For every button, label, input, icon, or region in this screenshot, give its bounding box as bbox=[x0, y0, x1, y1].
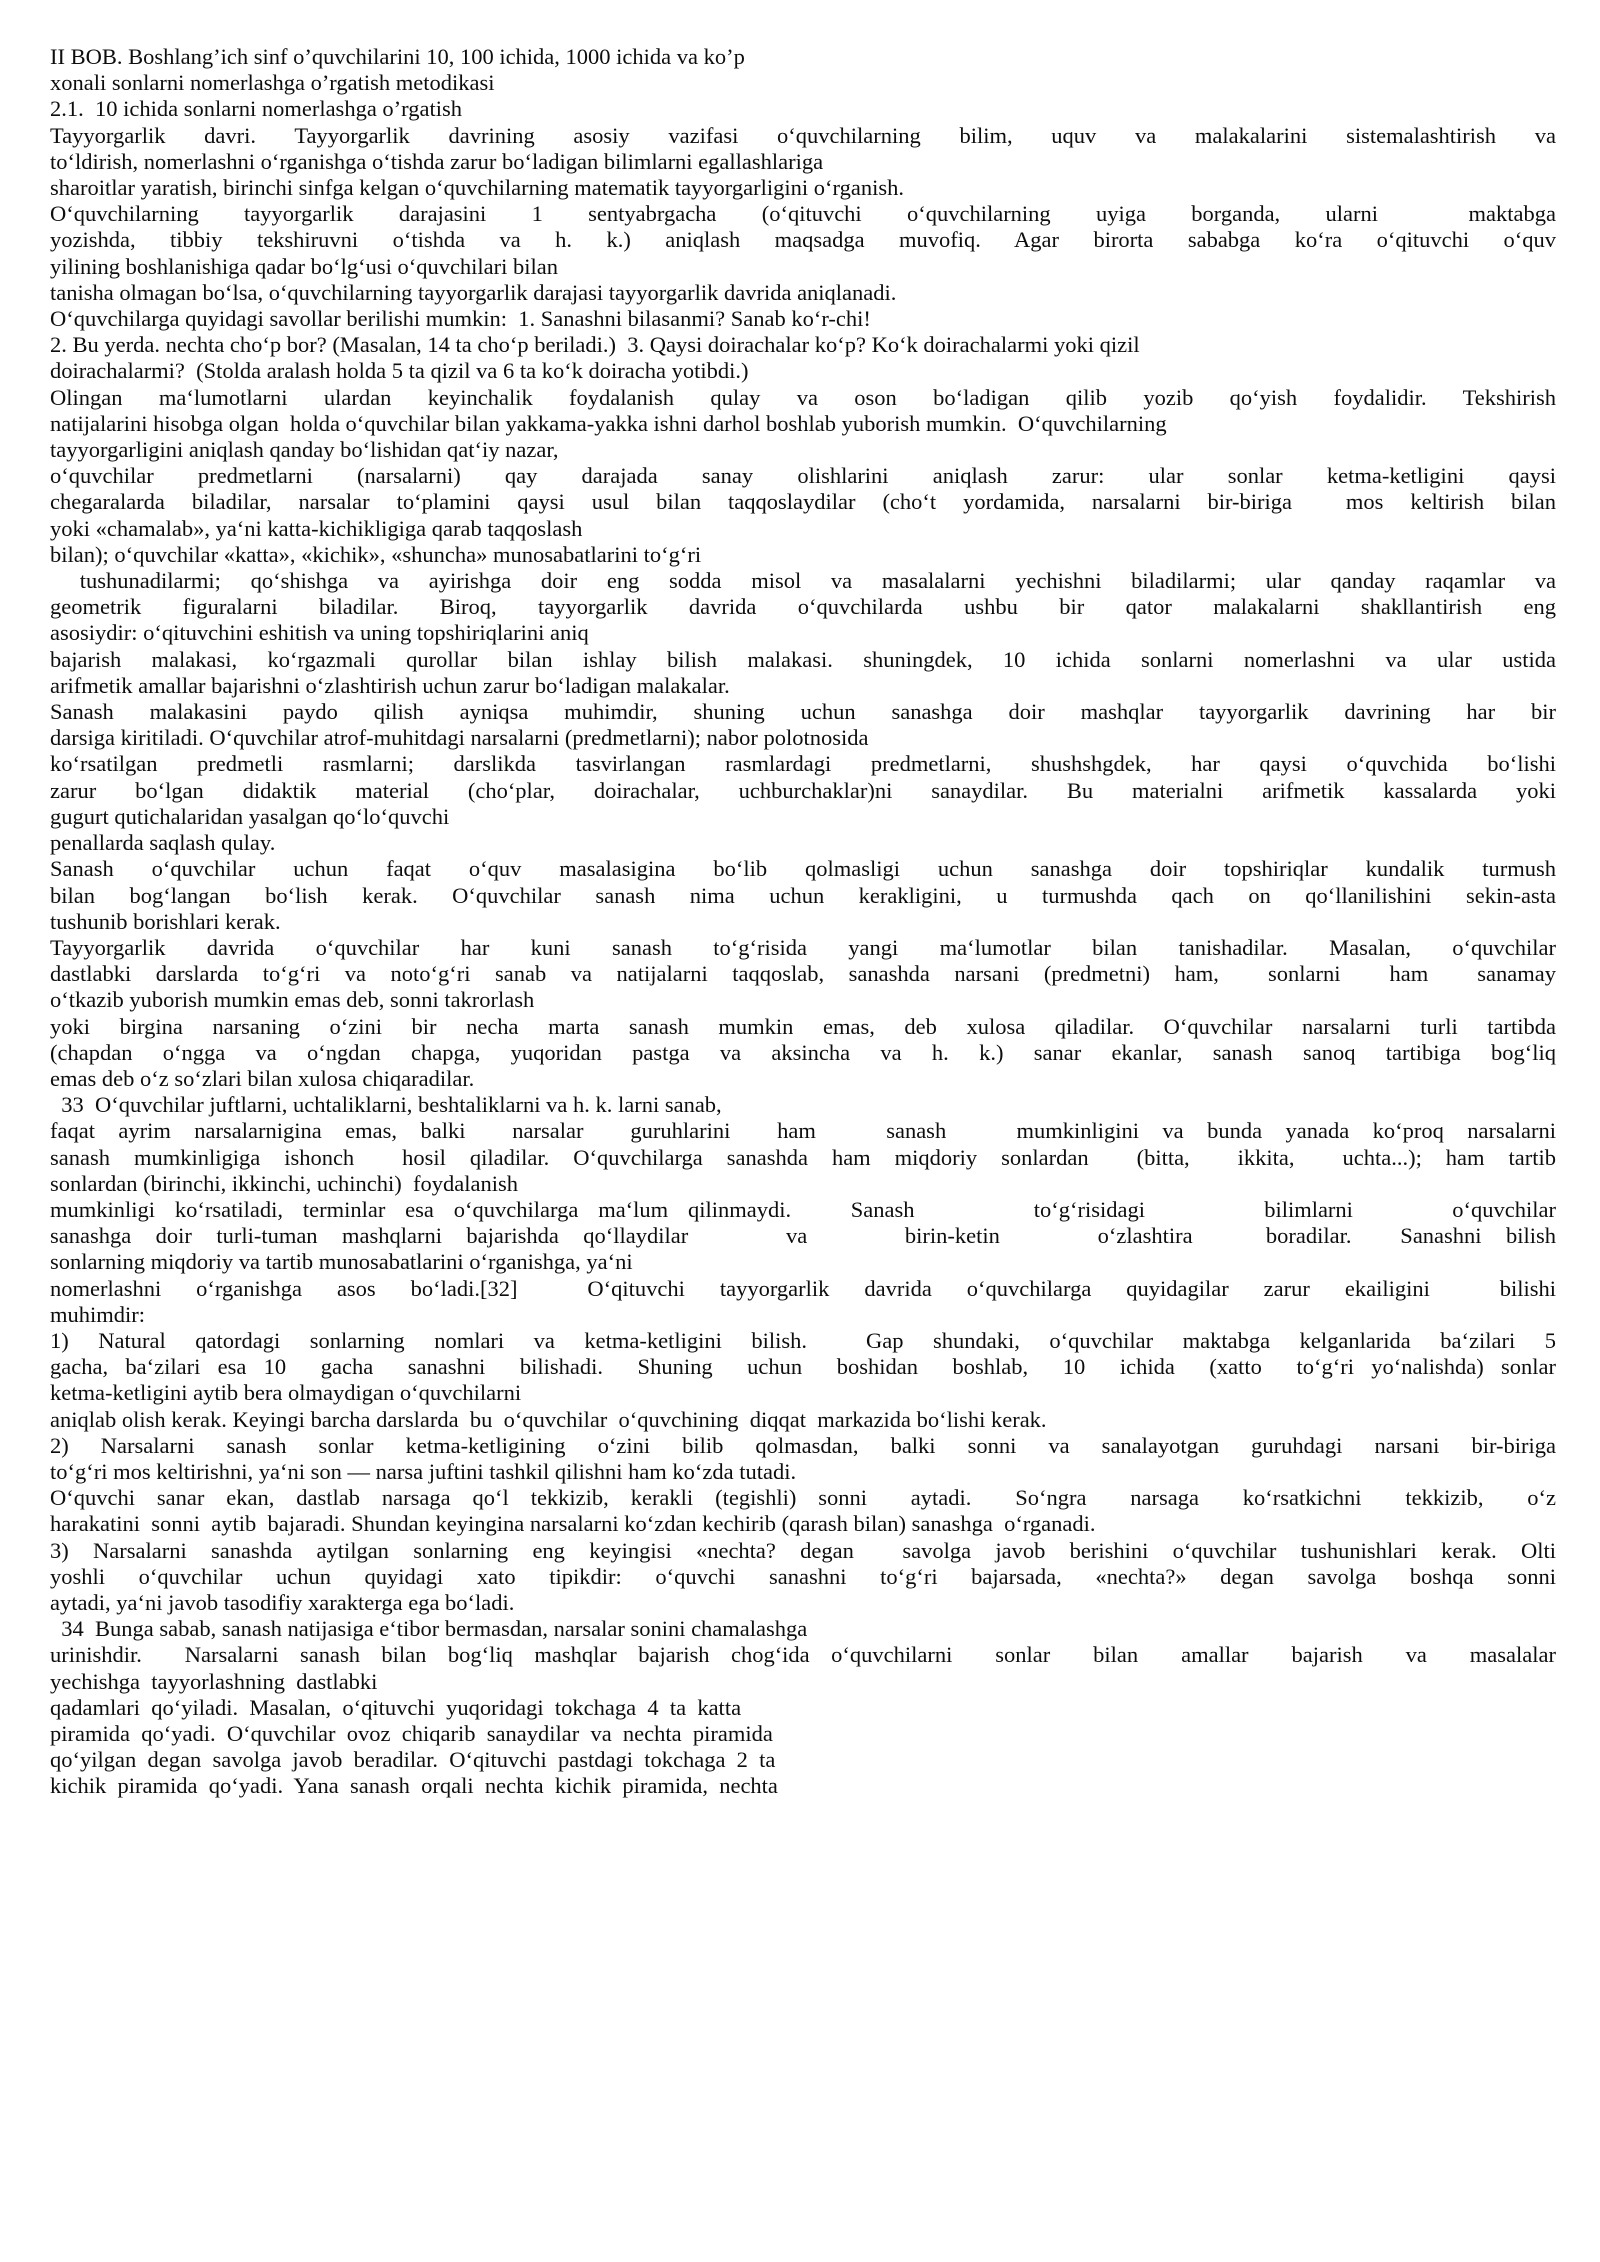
text-line: oʻtkazib yuborish mumkin emas deb, sonni takrorlash bbox=[50, 987, 535, 1013]
text-line: urinishdir. Narsalarni sanash bilan bogʻliq mashqlar bajarish chogʻida oʻquvchilarni sonlar bilan amallar bajarish va masalalar bbox=[50, 1642, 1556, 1668]
text-line: aytadi, yaʻni javob tasodifiy xarakterga ega boʻladi. bbox=[50, 1589, 515, 1615]
text-line: koʻrsatilgan predmetli rasmlarni; darslikda tasvirlangan rasmlardagi predmetlarni, shushshgdek, har qaysi oʻquvchida boʻlishi bbox=[50, 751, 1556, 777]
text-line: chegaralarda biladilar, narsalar toʻplamini qaysi usul bilan taqqoslaydilar (choʻt yordamida, narsalarni bir-biriga mos keltirish bilan bbox=[50, 489, 1556, 515]
text-line: qadamlari qoʻyiladi. Masalan, oʻqituvchi yuqoridagi tokchaga 4 ta katta bbox=[50, 1694, 742, 1720]
text-line: sonlarning miqdoriy va tartib munosabatlarini oʻrganishga, yaʻni bbox=[50, 1249, 633, 1275]
text-line: Oʻquvchi sanar ekan, dastlab narsaga qoʻl tekkizib, kerakli (tegishli) sonni aytadi. Soʻngra narsaga koʻrsatkichni tekkizib, oʻz bbox=[50, 1485, 1556, 1511]
text-line: Tayyorgarlik davri. Tayyorgarlik davrining asosiy vazifasi oʻquvchilarning bilim, uquv va malakalarini sistemalashtirish va bbox=[50, 122, 1556, 148]
text-line: piramida qoʻyadi. Oʻquvchilar ovoz chiqarib sanaydilar va nechta piramida bbox=[50, 1721, 773, 1746]
text-line: kichik piramida qoʻyadi. Yana sanash orqali nechta kichik piramida, nechta bbox=[50, 1773, 778, 1799]
text-line: natijalarini hisobga olgan holda oʻquvchilar bilan yakkama-yakka ishni darhol boshlab yuborish mumkin. Oʻquvchilarning bbox=[50, 410, 1167, 436]
text-line: mumkinligi koʻrsatiladi, terminlar esa oʻquvchilarga maʻlum qilinmaydi. Sanash toʻgʻrisidagi bilimlarni oʻquvchilar bbox=[50, 1196, 1556, 1222]
text-line: yoshli oʻquvchilar uchun quyidagi xato tipikdir: oʻquvchi sanashni toʻgʻri bajarsada, «nechta?» degan savolga boshqa sonni bbox=[50, 1563, 1556, 1589]
text-line: muhimdir: bbox=[50, 1301, 145, 1327]
text-line: doirachalarmi? (Stolda aralash holda 5 ta qizil va 6 ta koʻk doiracha yotibdi.) bbox=[50, 358, 749, 384]
text-line: (chapdan oʻngga va oʻngdan chapga, yuqoridan pastga va aksincha va h. k.) sanar ekanlar, sanash sanoq tartibiga bogʻliq bbox=[50, 1039, 1556, 1065]
text-line: bilan); oʻquvchilar «katta», «kichik», «shuncha» munosabatlarini toʻgʻri bbox=[50, 541, 702, 567]
text-line: tushunadilarmi; qoʻshishga va ayirishga doir eng sodda misol va masalalarni yechishni biladilarmi; ular qanday raqamlar va bbox=[50, 568, 1557, 594]
document-text-body bbox=[50, 44, 1556, 1800]
text-line: sanash mumkinligiga ishonch hosil qiladilar. Oʻquvchilarga sanashda ham miqdoriy sonlardan (bitta, ikkita, uchta...); ham tartib bbox=[50, 1144, 1556, 1170]
text-line: 1) Natural qatordagi sonlarning nomlari va ketma-ketligini bilish. Gap shundaki, oʻquvchilar maktabga kelganlarida baʻzilari 5 bbox=[50, 1327, 1556, 1353]
text-line: bajarish malakasi, koʻrgazmali qurollar bilan ishlay bilish malakasi. shuningdek, 10 ichida sonlarni nomerlashni va ular ustida bbox=[50, 646, 1556, 672]
text-line: yoki «chamalab», yaʻni katta-kichikligiga qarab taqqoslash bbox=[50, 515, 583, 541]
text-line: penallarda saqlash qulay. bbox=[50, 830, 276, 856]
text-line: Olingan maʻlumotlarni ulardan keyinchalik foydalanish qulay va oson boʻladigan qilib yozib qoʻyish foydalidir. Tekshirish bbox=[50, 384, 1556, 410]
text-line: geometrik figuralarni biladilar. Biroq, tayyorgarlik davrida oʻquvchilarda ushbu bir qator malakalarni shakllantirish eng bbox=[50, 594, 1556, 620]
text-line: darsiga kiritiladi. Oʻquvchilar atrof-muhitdagi narsalarni (predmetlarni); nabor polotnosida bbox=[50, 725, 869, 751]
text-line: gacha, baʻzilari esa 10 gacha sanashni bilishadi. Shuning uchun boshidan boshlab, 10 ichida (xatto toʻgʻri yoʻnalishda) sonlar bbox=[50, 1354, 1556, 1380]
text-line: arifmetik amallar bajarishni oʻzlashtirish uchun zarur boʻladigan malakalar. bbox=[50, 672, 730, 698]
text-line: yilining boshlanishiga qadar boʻlgʻusi oʻquvchilari bilan bbox=[50, 253, 559, 279]
text-line: 2. Bu yerda. nechta choʻp bor? (Masalan, 14 ta choʻp beriladi.) 3. Qaysi doirachalar koʻp? Koʻk doirachalarmi yoki qizil bbox=[50, 332, 1140, 358]
text-line: 2) Narsalarni sanash sonlar ketma-ketligining oʻzini bilib qolmasdan, balki sonni va sanalayotgan guruhdagi narsani bir-biriga bbox=[50, 1432, 1556, 1458]
text-line: 33 Oʻquvchilar juftlarni, uchtaliklarni, beshtaliklarni va h. k. larni sanab, bbox=[50, 1092, 722, 1118]
text-line: Tayyorgarlik davrida oʻquvchilar har kuni sanash toʻgʻrisida yangi maʻlumotlar bilan tanishadilar. Masalan, oʻquvchilar bbox=[50, 934, 1556, 960]
text-line: oʻquvchilar predmetlarni (narsalarni) qay darajada sanay olishlarini aniqlash zarur: ular sonlar ketma-ketligini qaysi bbox=[50, 463, 1556, 489]
text-line: sharoitlar yaratish, birinchi sinfga kelgan oʻquvchilarning matematik tayyorgarligini oʻrganish. bbox=[50, 175, 904, 201]
text-line: 2.1. 10 ichida sonlarni nomerlashga o’rgatish bbox=[50, 96, 462, 122]
text-line: emas deb oʻz soʻzlari bilan xulosa chiqaradilar. bbox=[50, 1065, 475, 1091]
text-line: sanashga doir turli-tuman mashqlarni bajarishda qoʻllaydilar va birin-ketin oʻzlashtira boradilar. Sanashni bilish bbox=[50, 1223, 1556, 1249]
text-line: sonlardan (birinchi, ikkinchi, uchinchi) foydalanish bbox=[50, 1170, 519, 1196]
text-line: tanisha olmagan boʻlsa, oʻquvchilarning tayyorgarlik darajasi tayyorgarlik davrida aniqlanadi. bbox=[50, 279, 897, 305]
text-line: Oʻquvchilarga quyidagi savollar berilishi mumkin: 1. Sanashni bilasanmi? Sanab koʻr-chi! bbox=[50, 306, 871, 332]
text-line: dastlabki darslarda toʻgʻri va notoʻgʻri sanab va natijalarni taqqoslab, sanashda narsani (predmetni) ham, sonlarni ham sanamay bbox=[50, 961, 1556, 987]
text-line: toʻgʻri mos keltirishni, yaʻni son — narsa juftini tashkil qilishni ham koʻzda tutadi. bbox=[50, 1458, 797, 1484]
text-line: asosiydir: oʻqituvchini eshitish va uning topshiriqlarini aniq bbox=[50, 620, 589, 646]
text-line: harakatini sonni aytib bajaradi. Shundan keyingina narsalarni koʻzdan kechirib (qarash bilan) sanashga oʻrganadi. bbox=[50, 1511, 1096, 1537]
text-line: zarur boʻlgan didaktik material (choʻplar, doirachalar, uchburchaklar)ni sanaydilar. Bu materialni arifmetik kassalarda yoki bbox=[50, 777, 1556, 803]
text-line: II BOB. Boshlang’ich sinf o’quvchilarini 10, 100 ichida, 1000 ichida va ko’p bbox=[50, 44, 745, 69]
text-line: faqat ayrim narsalarnigina emas, balki narsalar guruhlarini ham sanash mumkinligini va bunda yanada koʻproq narsalarni bbox=[50, 1118, 1556, 1144]
text-line: nomerlashni oʻrganishga asos boʻladi.[32] Oʻqituvchi tayyorgarlik davrida oʻquvchilarga quyidagilar zarur ekailigini bilishi bbox=[50, 1275, 1556, 1301]
text-line: xonali sonlarni nomerlashga o’rgatish metodikasi bbox=[50, 70, 495, 96]
text-line: gugurt qutichalaridan yasalgan qoʻloʻquvchi bbox=[50, 803, 450, 829]
text-line: Oʻquvchilarning tayyorgarlik darajasini 1 sentyabrgacha (oʻqituvchi oʻquvchilarning uyiga borganda, ularni maktabga bbox=[50, 201, 1556, 227]
text-line: 34 Bunga sabab, sanash natijasiga eʻtibor bermasdan, narsalar sonini chamalashga bbox=[50, 1616, 808, 1642]
text-line: yoki birgina narsaning oʻzini bir necha marta sanash mumkin emas, deb xulosa qiladilar. Oʻquvchilar narsalarni turli tartibda bbox=[50, 1013, 1556, 1039]
text-line: yozishda, tibbiy tekshiruvni oʻtishda va h. k.) aniqlash maqsadga muvofiq. Agar birorta sababga koʻra oʻqituvchi oʻquv bbox=[50, 227, 1556, 253]
text-line: toʻldirish, nomerlashni oʻrganishga oʻtishda zarur boʻladigan bilimlarni egallashlariga bbox=[50, 148, 824, 174]
text-line: Sanash malakasini paydo qilish ayniqsa muhimdir, shuning uchun sanashga doir mashqlar tayyorgarlik davrining har bir bbox=[50, 699, 1556, 725]
text-line: yechishga tayyorlashning dastlabki bbox=[50, 1668, 378, 1694]
text-line: qoʻyilgan degan savolga javob beradilar. Oʻqituvchi pastdagi tokchaga 2 ta bbox=[50, 1747, 776, 1773]
text-line: ketma-ketligini aytib bera olmaydigan oʻquvchilarni bbox=[50, 1380, 522, 1406]
text-line: tayyorgarligini aniqlash qanday boʻlishidan qatʻiy nazar, bbox=[50, 437, 559, 463]
text-line: 3) Narsalarni sanashda aytilgan sonlarning eng keyingisi «nechta? degan savolga javob berishini oʻquvchilar tushunishlari kerak. Olti bbox=[50, 1537, 1556, 1563]
text-line: bilan bogʻlangan boʻlish kerak. Oʻquvchilar sanash nima uchun kerakligini, u turmushda qach on qoʻllanilishini sekin-asta bbox=[50, 882, 1556, 908]
text-line: aniqlab olish kerak. Keyingi barcha darslarda bu oʻquvchilar oʻquvchining diqqat markazida boʻlishi kerak. bbox=[50, 1406, 1047, 1432]
text-line: Sanash oʻquvchilar uchun faqat oʻquv masalasigina boʻlib qolmasligi uchun sanashga doir topshiriqlar kundalik turmush bbox=[50, 856, 1556, 882]
text-line: tushunib borishlari kerak. bbox=[50, 908, 281, 934]
